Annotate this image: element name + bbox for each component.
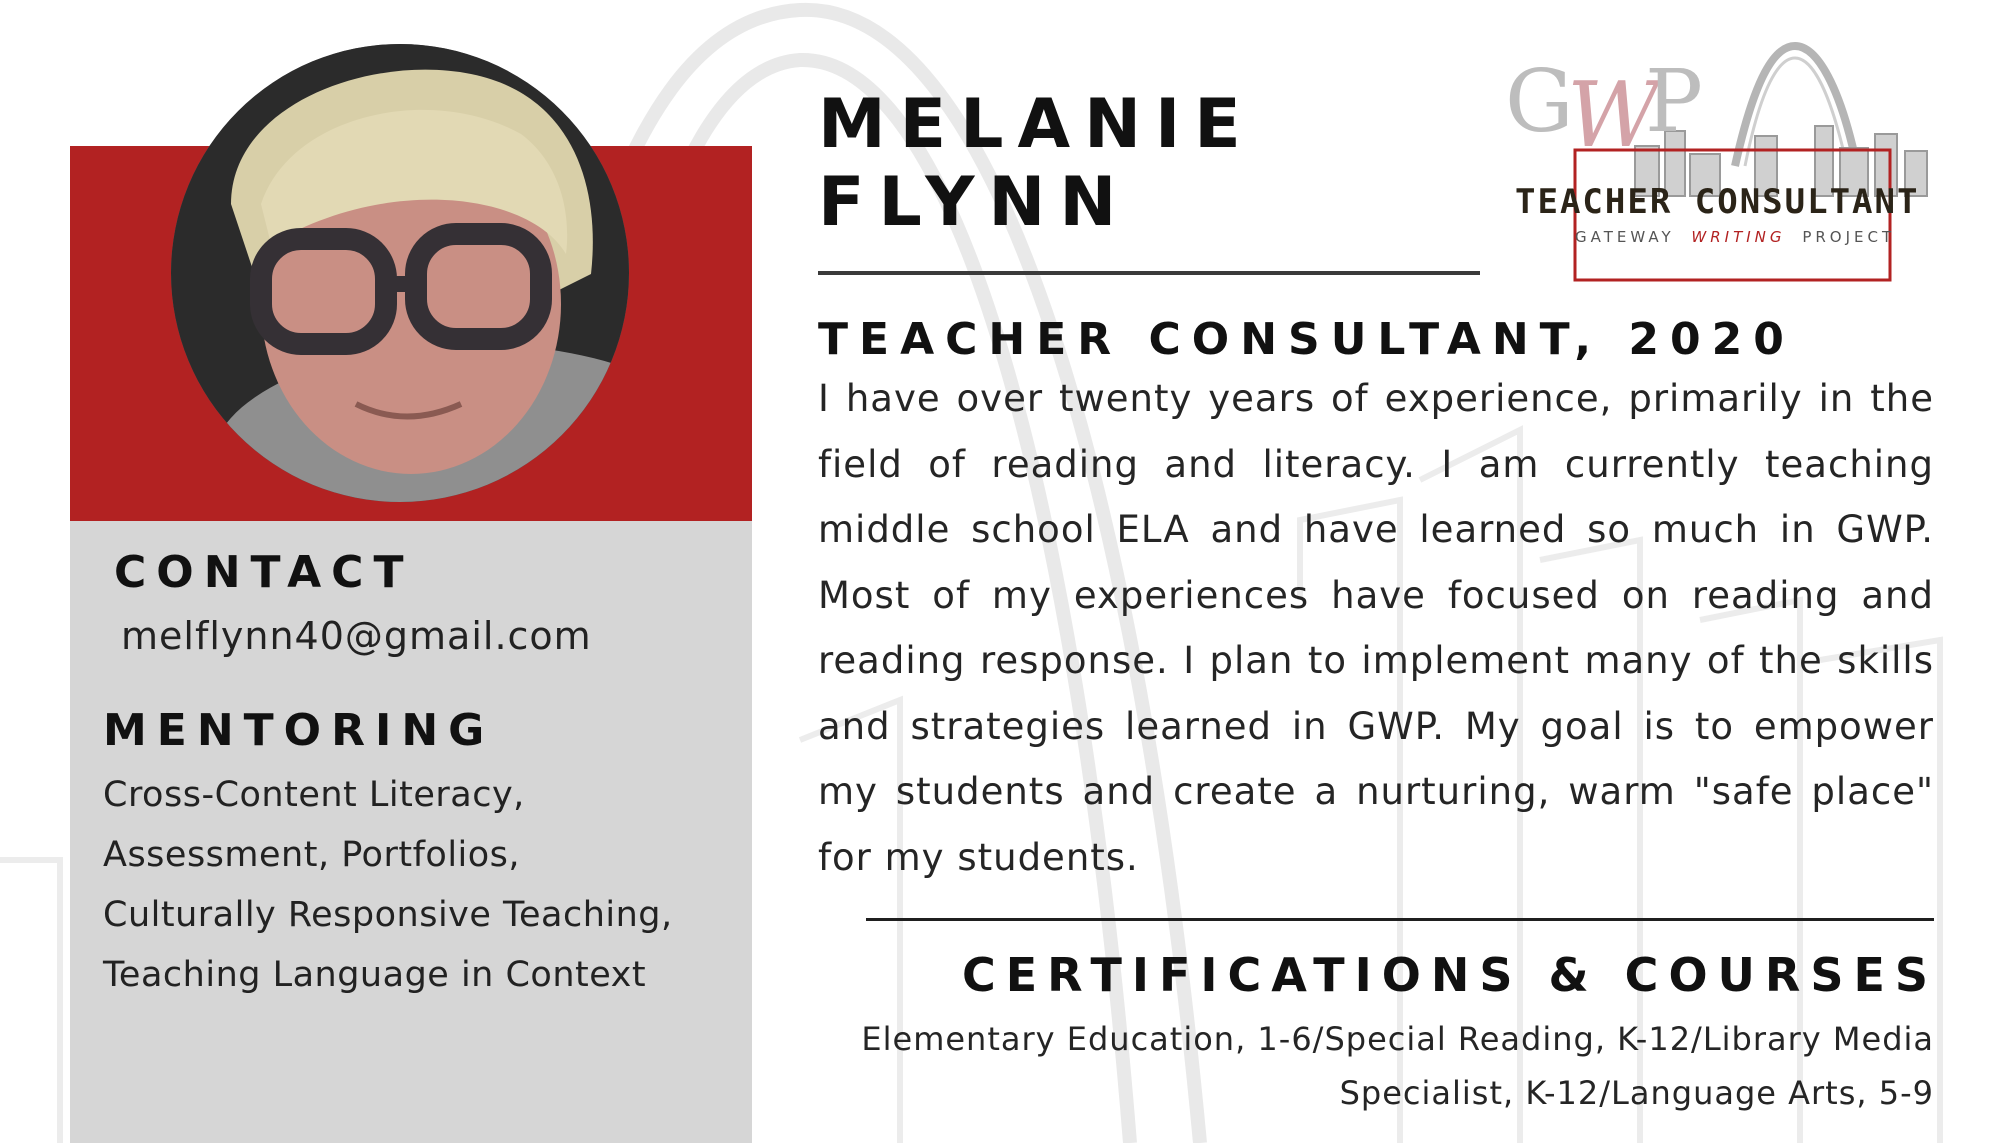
logo-subtitle-right: PROJECT: [1802, 228, 1896, 246]
certifications-divider: [866, 918, 1934, 921]
contact-email[interactable]: melflynn40@gmail.com: [121, 614, 592, 658]
logo-subtitle: [1575, 228, 1895, 246]
portrait-illustration: [171, 44, 629, 502]
logo-subtitle-accent: WRITING: [1691, 228, 1786, 246]
logo-subtitle-left: GATEWAY: [1575, 228, 1675, 246]
bio-paragraph: I have over twenty years of experience, primarily in the field of reading and literacy. I am currently teaching middle school ELA and have learned so much in GWP. Most of my experiences have focused on reading and reading response. I plan to implement many of the skills and strategies learned in GWP. My goal is to empower my students and create a nurturing, warm "safe place" for my students.: [818, 377, 1934, 879]
logo-title: TEACHER CONSULTANT: [1515, 182, 1920, 222]
role-heading: TEACHER CONSULTANT, 2020: [818, 314, 1795, 365]
contact-heading: CONTACT: [114, 547, 414, 598]
mentoring-item: Culturally Responsive Teaching,: [103, 895, 673, 935]
name-divider: [818, 271, 1480, 275]
last-name: FLYNN: [818, 163, 1131, 242]
logo-letter-g: G: [1505, 52, 1574, 152]
mentoring-item: Teaching Language in Context: [103, 955, 647, 995]
certifications-heading: CERTIFICATIONS & COURSES: [961, 948, 1938, 1002]
mentoring-heading: MENTORING: [103, 705, 495, 756]
certifications-text: Elementary Education, 1-6/Special Reading, K-12/Library Media Specialist, K-12/Language Arts, 5-9: [861, 1020, 1934, 1112]
portrait-photo: [171, 44, 629, 502]
logo-letter-w: W: [1567, 63, 1660, 168]
mentoring-item: Assessment, Portfolios,: [103, 835, 521, 875]
mentoring-list: [103, 765, 743, 1005]
first-name: MELANIE: [818, 85, 1255, 164]
gwp-logo: [1505, 36, 1935, 286]
mentoring-item: Cross-Content Literacy,: [103, 775, 525, 815]
logo-letter-p: P: [1645, 52, 1703, 152]
